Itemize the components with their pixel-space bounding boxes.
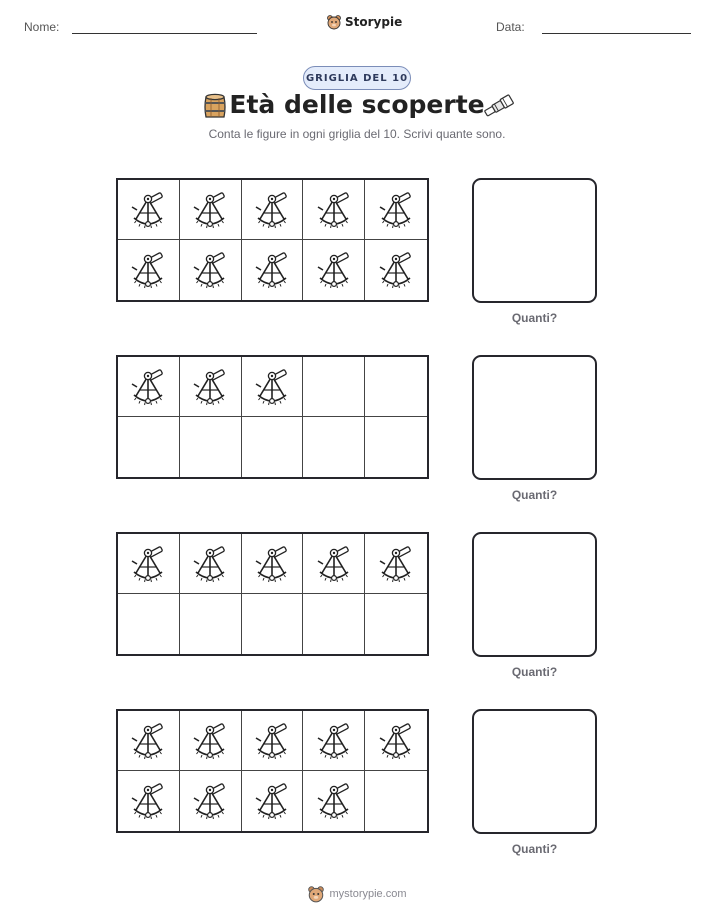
ten-frame-cell — [365, 357, 427, 417]
page-title: Età delle scoperte — [229, 90, 485, 119]
ten-frame-cell — [242, 240, 304, 300]
sextant-icon — [314, 190, 354, 230]
ten-frame-cell — [118, 240, 180, 300]
sextant-icon — [314, 781, 354, 821]
ten-frame-cell — [118, 357, 180, 417]
answer-box[interactable] — [472, 709, 597, 834]
ten-frame-cell — [118, 180, 180, 240]
sextant-icon — [314, 544, 354, 584]
sextant-icon — [190, 721, 230, 761]
sextant-icon — [128, 250, 168, 290]
ten-frame-cell — [180, 180, 242, 240]
answer-label: Quanti? — [511, 311, 558, 325]
date-label: Data: — [496, 20, 525, 34]
name-label: Nome: — [24, 20, 60, 34]
answer-label: Quanti? — [511, 665, 558, 679]
sextant-icon — [128, 721, 168, 761]
sextant-icon — [314, 721, 354, 761]
sextant-icon — [376, 250, 416, 290]
ten-frame-grid — [116, 178, 429, 302]
ten-frame-cell — [365, 417, 427, 477]
sextant-icon — [252, 721, 292, 761]
ten-frame-cell — [365, 771, 427, 831]
ten-frame-cell — [242, 771, 304, 831]
date-line[interactable] — [542, 33, 691, 34]
ten-frame-grid — [116, 355, 429, 479]
ten-frame-cell — [303, 711, 365, 771]
spyglass-icon — [482, 94, 516, 118]
ten-frame-cell — [242, 417, 304, 477]
sextant-icon — [252, 544, 292, 584]
ten-frame-cell — [303, 594, 365, 654]
ten-frame-cell — [303, 240, 365, 300]
instructions: Conta le figure in ogni griglia del 10. Scrivi quante sono. — [208, 127, 506, 141]
ten-frame-cell — [242, 594, 304, 654]
sextant-icon — [128, 781, 168, 821]
ten-frame-cell — [303, 534, 365, 594]
ten-frame-cell — [242, 711, 304, 771]
sextant-icon — [190, 544, 230, 584]
ten-frame-cell — [180, 534, 242, 594]
topic-badge: GRIGLIA DEL 10 — [303, 66, 411, 90]
name-line[interactable] — [72, 33, 257, 34]
ten-frame-cell — [180, 771, 242, 831]
ten-frame-cell — [365, 240, 427, 300]
ten-frame-cell — [118, 594, 180, 654]
sextant-icon — [314, 250, 354, 290]
ten-frame-cell — [180, 711, 242, 771]
sextant-icon — [376, 544, 416, 584]
footer — [0, 885, 714, 903]
ten-frame-cell — [180, 594, 242, 654]
ten-frame-grid — [116, 532, 429, 656]
sextant-icon — [128, 367, 168, 407]
ten-frame-cell — [303, 417, 365, 477]
answer-box[interactable] — [472, 178, 597, 303]
ten-frame-cell — [365, 594, 427, 654]
ten-frame-cell — [242, 180, 304, 240]
sextant-icon — [376, 721, 416, 761]
sextant-icon — [190, 781, 230, 821]
ten-frame-cell — [118, 417, 180, 477]
ten-frame-cell — [242, 357, 304, 417]
sextant-icon — [190, 250, 230, 290]
ten-frame-cell — [180, 240, 242, 300]
sextant-icon — [128, 190, 168, 230]
answer-box[interactable] — [472, 355, 597, 480]
ten-frame-grid — [116, 709, 429, 833]
brand-logo — [326, 14, 402, 30]
sextant-icon — [252, 190, 292, 230]
ten-frame-cell — [180, 417, 242, 477]
sextant-icon — [252, 781, 292, 821]
answer-label: Quanti? — [511, 488, 558, 502]
ten-frame-cell — [242, 534, 304, 594]
brand-name: Storypie — [345, 15, 403, 29]
ten-frame-cell — [303, 771, 365, 831]
ten-frame-cell — [180, 357, 242, 417]
ten-frame-cell — [365, 534, 427, 594]
storypie-mascot-icon — [307, 885, 325, 903]
answer-label: Quanti? — [511, 842, 558, 856]
answer-box[interactable] — [472, 532, 597, 657]
footer-url[interactable]: mystorypie.com — [329, 888, 407, 900]
ten-frame-cell — [303, 357, 365, 417]
sextant-icon — [190, 190, 230, 230]
ten-frame-cell — [118, 771, 180, 831]
ten-frame-cell — [118, 711, 180, 771]
ten-frame-cell — [365, 180, 427, 240]
ten-frame-cell — [365, 711, 427, 771]
sextant-icon — [252, 250, 292, 290]
ten-frame-cell — [303, 180, 365, 240]
storypie-mascot-icon — [326, 14, 342, 30]
sextant-icon — [128, 544, 168, 584]
sextant-icon — [252, 367, 292, 407]
sextant-icon — [190, 367, 230, 407]
sextant-icon — [376, 190, 416, 230]
ten-frame-cell — [118, 534, 180, 594]
